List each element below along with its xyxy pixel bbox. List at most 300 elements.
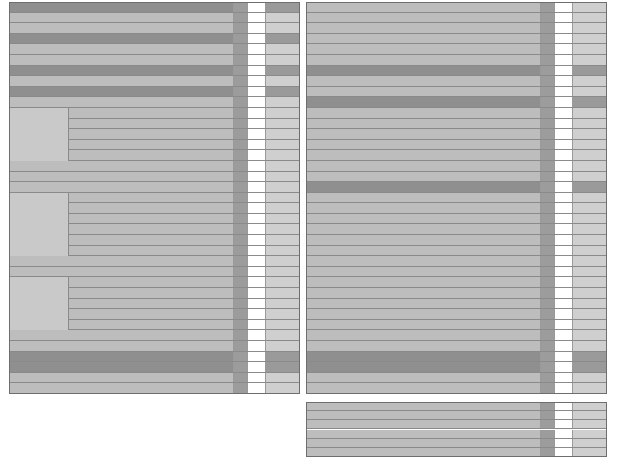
right-row-value [573,161,607,171]
left-row-checkbox[interactable] [248,373,266,383]
right-row-value [573,214,607,224]
bottom-row [306,402,607,411]
left-row-checkbox[interactable] [248,288,266,298]
right-row [306,309,607,320]
right-row-code [541,277,555,287]
right-row-checkbox[interactable] [555,267,573,277]
left-row-checkbox[interactable] [248,309,266,319]
left-row [9,383,300,394]
bottom-row [306,430,607,439]
left-row [9,76,300,87]
bottom-row [306,439,607,448]
right-row-value [573,235,607,245]
left-row-code [234,44,248,54]
right-row-checkbox[interactable] [555,373,573,383]
right-row [306,352,607,363]
right-row-label [306,108,541,118]
left-row-code [234,87,248,97]
right-row-code [541,97,555,107]
right-row-code [541,224,555,234]
right-row-code [541,161,555,171]
right-row-value [573,352,607,362]
left-row [9,172,300,183]
right-row-checkbox[interactable] [555,246,573,256]
right-row-checkbox[interactable] [555,34,573,44]
right-row-checkbox[interactable] [555,108,573,118]
right-row-code [541,320,555,330]
right-row-label [306,299,541,309]
left-row-value [266,341,300,351]
left-row-value [266,299,300,309]
left-row-checkbox[interactable] [248,66,266,76]
left-row-value [266,108,300,118]
left-row-checkbox[interactable] [248,383,266,393]
left-row-checkbox[interactable] [248,97,266,107]
right-row-checkbox[interactable] [555,2,573,12]
right-row-checkbox[interactable] [555,193,573,203]
left-row-code [234,362,248,372]
left-row-value [266,23,300,33]
right-row [306,246,607,257]
left-row-code [234,13,248,23]
left-row-code [234,320,248,330]
right-row [306,23,607,34]
left-row-label [9,172,234,182]
right-row-value [573,256,607,266]
bottom-row-code [541,402,555,410]
right-row-value [573,341,607,351]
left-row-value [266,161,300,171]
right-row-code [541,288,555,298]
left-row-value [266,383,300,393]
left-row-checkbox[interactable] [248,76,266,86]
right-row-value [573,23,607,33]
left-row-checkbox[interactable] [248,214,266,224]
left-row-value [266,362,300,372]
left-row-code [234,34,248,44]
left-row [9,161,300,172]
left-row-checkbox[interactable] [248,235,266,245]
right-row-label [306,182,541,192]
right-row-checkbox[interactable] [555,161,573,171]
left-row-checkbox[interactable] [248,172,266,182]
right-row-code [541,267,555,277]
right-row-code [541,34,555,44]
left-row-code [234,256,248,266]
left-row [9,256,300,267]
left-row-checkbox[interactable] [248,150,266,160]
left-row-code [234,182,248,192]
right-row-label [306,246,541,256]
right-row-checkbox[interactable] [555,44,573,54]
left-row-checkbox[interactable] [248,161,266,171]
right-row-label [306,330,541,340]
left-row-label [9,256,234,266]
right-row [306,161,607,172]
left-row-value [266,214,300,224]
right-row-code [541,150,555,160]
right-row [306,193,607,204]
left-row-code [234,277,248,287]
left-row-code [234,224,248,234]
right-row-checkbox[interactable] [555,13,573,23]
left-row-value [266,352,300,362]
left-row-code [234,140,248,150]
left-row [9,44,300,55]
right-row-label [306,44,541,54]
right-row-label [306,352,541,362]
right-row-value [573,140,607,150]
bottom-row-label [306,439,541,447]
left-row [9,341,300,352]
right-row-label [306,97,541,107]
right-row [306,373,607,384]
left-row-checkbox[interactable] [248,299,266,309]
bottom-row-label [306,448,541,456]
right-row-checkbox[interactable] [555,214,573,224]
right-row-checkbox[interactable] [555,352,573,362]
left-row [9,66,300,77]
left-row-code [234,23,248,33]
right-row [306,2,607,13]
bottom-sub-table [306,402,607,457]
left-row-value [266,87,300,97]
right-row-code [541,352,555,362]
left-row [9,13,300,24]
bottom-row-checkbox[interactable] [555,448,573,456]
right-row-checkbox[interactable] [555,235,573,245]
right-row-label [306,66,541,76]
left-row-label [9,87,234,97]
left-row-value [266,76,300,86]
left-row-code [234,299,248,309]
right-row-checkbox[interactable] [555,341,573,351]
left-row-code [234,2,248,12]
right-row-label [306,161,541,171]
right-row-checkbox[interactable] [555,362,573,372]
right-row [306,140,607,151]
right-row-value [573,182,607,192]
right-row-label [306,288,541,298]
left-row-checkbox[interactable] [248,246,266,256]
left-row-code [234,150,248,160]
right-row-label [306,256,541,266]
right-row [306,172,607,183]
left-row-checkbox[interactable] [248,320,266,330]
left-row-checkbox[interactable] [248,182,266,192]
left-group-header [9,277,69,330]
right-row-value [573,267,607,277]
right-row-code [541,309,555,319]
right-row-value [573,34,607,44]
right-row-checkbox[interactable] [555,299,573,309]
right-row-value [573,44,607,54]
right-row-label [306,87,541,97]
right-row [306,203,607,214]
left-row-checkbox[interactable] [248,87,266,97]
left-row [9,55,300,66]
left-row-code [234,267,248,277]
left-row-label [9,13,234,23]
right-row-code [541,2,555,12]
right-row [306,235,607,246]
right-row-checkbox[interactable] [555,309,573,319]
right-row-value [573,150,607,160]
right-row-code [541,193,555,203]
right-row-checkbox[interactable] [555,224,573,234]
left-row [9,97,300,108]
left-row-label [9,97,234,107]
bottom-row-label [306,420,541,428]
right-row-value [573,55,607,65]
right-row-code [541,55,555,65]
right-row-checkbox[interactable] [555,55,573,65]
bottom-row-value [573,411,607,419]
left-row-checkbox[interactable] [248,129,266,139]
left-row-value [266,256,300,266]
right-row [306,299,607,310]
right-row-code [541,214,555,224]
left-row-checkbox[interactable] [248,34,266,44]
bottom-row-checkbox[interactable] [555,420,573,428]
right-row-checkbox[interactable] [555,383,573,393]
right-row-value [573,129,607,139]
left-row [9,87,300,98]
left-row [9,23,300,34]
left-row-checkbox[interactable] [248,108,266,118]
left-row-checkbox[interactable] [248,256,266,266]
left-row-checkbox[interactable] [248,203,266,213]
bottom-row-checkbox[interactable] [555,430,573,438]
left-row [9,330,300,341]
left-row-checkbox[interactable] [248,341,266,351]
left-column-table [9,2,300,394]
right-row-checkbox[interactable] [555,203,573,213]
right-row-label [306,193,541,203]
left-row-checkbox[interactable] [248,23,266,33]
right-row-checkbox[interactable] [555,129,573,139]
right-row-checkbox[interactable] [555,76,573,86]
left-row-checkbox[interactable] [248,277,266,287]
bottom-row [306,411,607,420]
left-row [9,2,300,13]
left-row-label [9,161,234,171]
right-row-value [573,383,607,393]
right-row-code [541,108,555,118]
left-row-checkbox[interactable] [248,140,266,150]
right-row-value [573,288,607,298]
right-row [306,66,607,77]
left-row [9,182,300,193]
left-row [9,34,300,45]
right-row [306,330,607,341]
right-row [306,267,607,278]
left-row-value [266,140,300,150]
left-row-checkbox[interactable] [248,2,266,12]
bottom-row-label [306,430,541,438]
left-row-code [234,55,248,65]
left-row-label [9,66,234,76]
bottom-row-code [541,420,555,428]
left-row-label [9,34,234,44]
bottom-row-label [306,411,541,419]
bottom-row-value [573,420,607,428]
left-row-value [266,373,300,383]
right-row-code [541,76,555,86]
left-row-value [266,246,300,256]
right-row-code [541,66,555,76]
bottom-row-checkbox[interactable] [555,439,573,447]
left-row-value [266,13,300,23]
right-row-checkbox[interactable] [555,330,573,340]
left-row-value [266,172,300,182]
right-row-checkbox[interactable] [555,288,573,298]
left-row-checkbox[interactable] [248,330,266,340]
right-row-checkbox[interactable] [555,256,573,266]
right-row-checkbox[interactable] [555,277,573,287]
right-row-checkbox[interactable] [555,320,573,330]
bottom-row-checkbox[interactable] [555,402,573,410]
right-row-label [306,203,541,213]
left-row-checkbox[interactable] [248,55,266,65]
right-row-value [573,320,607,330]
left-row-code [234,108,248,118]
right-row-code [541,235,555,245]
left-row-value [266,119,300,129]
left-row-label [9,362,234,372]
left-row-checkbox[interactable] [248,44,266,54]
right-row [306,97,607,108]
right-row-value [573,76,607,86]
left-row-label [9,182,234,192]
left-row-code [234,161,248,171]
right-row [306,362,607,373]
left-row-value [266,267,300,277]
right-row-code [541,246,555,256]
right-row-code [541,383,555,393]
right-row [306,87,607,98]
left-row-label [9,383,234,393]
left-row-value [266,66,300,76]
right-row-label [306,2,541,12]
right-row-code [541,87,555,97]
right-row-code [541,299,555,309]
left-row-value [266,203,300,213]
right-row-value [573,13,607,23]
bottom-row [306,448,607,457]
right-row [306,13,607,24]
bottom-row-value [573,439,607,447]
right-row-checkbox[interactable] [555,150,573,160]
right-row-checkbox[interactable] [555,119,573,129]
right-row [306,277,607,288]
right-row-code [541,172,555,182]
bottom-row-code [541,448,555,456]
left-row-value [266,330,300,340]
right-row-value [573,362,607,372]
right-row [306,182,607,193]
right-row-code [541,362,555,372]
right-row [306,224,607,235]
bottom-row-code [541,411,555,419]
left-row-checkbox[interactable] [248,193,266,203]
left-row-value [266,2,300,12]
left-row-code [234,288,248,298]
left-row-checkbox[interactable] [248,267,266,277]
right-row-code [541,140,555,150]
bottom-row-checkbox[interactable] [555,411,573,419]
right-row-label [306,214,541,224]
right-row [306,76,607,87]
right-row-value [573,246,607,256]
right-row-checkbox[interactable] [555,23,573,33]
right-row-checkbox[interactable] [555,87,573,97]
left-row-value [266,129,300,139]
right-row-checkbox[interactable] [555,97,573,107]
right-row-value [573,193,607,203]
left-row-code [234,352,248,362]
right-row-value [573,108,607,118]
right-row-value [573,309,607,319]
left-row-checkbox[interactable] [248,352,266,362]
right-row-label [306,341,541,351]
right-row-label [306,140,541,150]
right-row-checkbox[interactable] [555,172,573,182]
right-row-code [541,203,555,213]
bottom-row-label [306,402,541,410]
right-row-code [541,13,555,23]
right-row-label [306,362,541,372]
right-row-value [573,224,607,234]
right-row-value [573,373,607,383]
right-row [306,55,607,66]
right-row-code [541,330,555,340]
right-row-code [541,44,555,54]
left-row-checkbox[interactable] [248,362,266,372]
left-row-value [266,97,300,107]
left-row-checkbox[interactable] [248,224,266,234]
right-row-label [306,13,541,23]
right-row [306,119,607,130]
left-row-label [9,44,234,54]
left-row-code [234,193,248,203]
right-row-label [306,383,541,393]
bottom-row-value [573,448,607,456]
left-row-code [234,309,248,319]
left-row-code [234,129,248,139]
left-row-value [266,150,300,160]
right-row-checkbox[interactable] [555,140,573,150]
right-column-table [306,2,607,394]
right-row [306,150,607,161]
left-row-label [9,267,234,277]
right-row-checkbox[interactable] [555,66,573,76]
right-row-checkbox[interactable] [555,182,573,192]
left-row-checkbox[interactable] [248,119,266,129]
right-row-label [306,76,541,86]
right-row-code [541,256,555,266]
right-row-value [573,97,607,107]
right-row-code [541,341,555,351]
right-row-code [541,119,555,129]
left-row-value [266,235,300,245]
left-row [9,267,300,278]
left-row [9,362,300,373]
left-row-code [234,203,248,213]
right-row [306,288,607,299]
left-row-checkbox[interactable] [248,13,266,23]
right-row-label [306,150,541,160]
